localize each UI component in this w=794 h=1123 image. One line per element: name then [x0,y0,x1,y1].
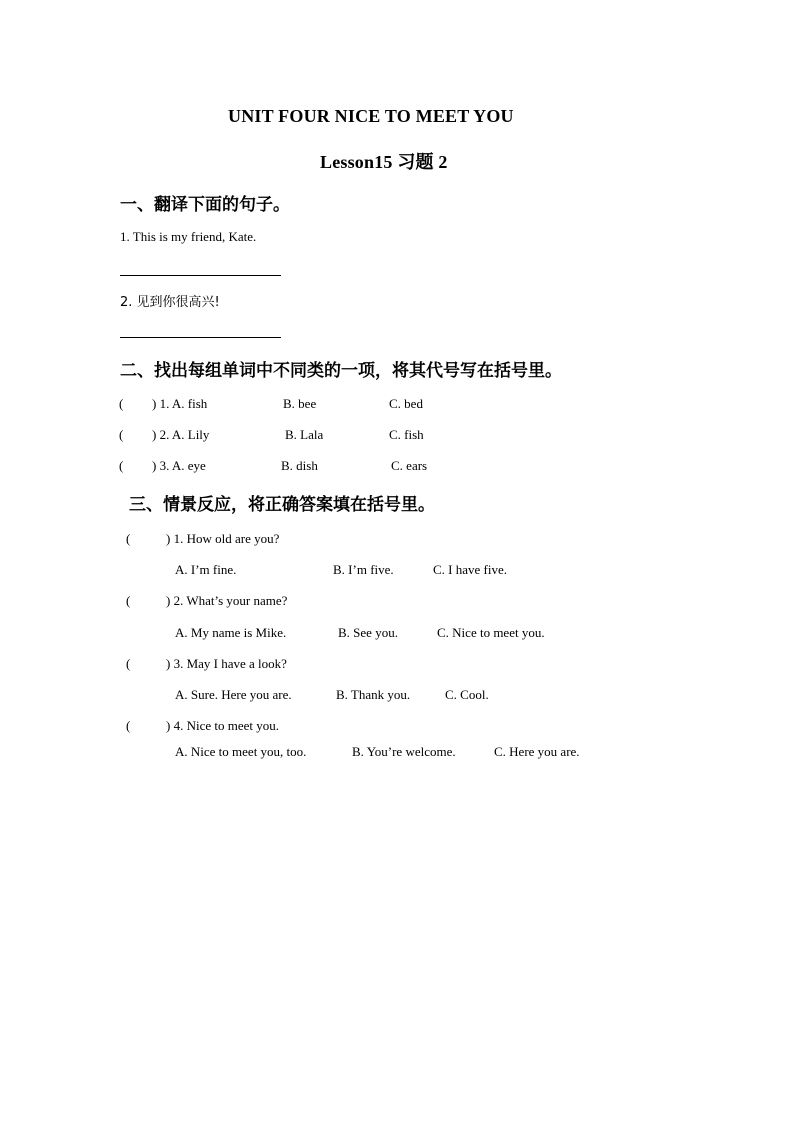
section-3-heading: 三、情景反应，将正确答案填在括号里。 [129,495,435,515]
dialog-2-option-a: A. My name is Mike. [175,625,287,640]
translate-item-1: 1. This is my friend, Kate. [120,229,257,244]
open-paren: ( [126,531,131,546]
dialog-question-2: ) 2. What’s your name? [166,593,288,608]
dialog-4-option-a: A. Nice to meet you, too. [175,744,307,759]
dialog-1-option-a: A. I’m fine. [175,562,237,577]
dialog-question-3: ) 3. May I have a look? [166,656,287,671]
dialog-question-4: ) 4. Nice to meet you. [166,718,279,733]
word-group-3-c: C. ears [391,458,428,473]
translate-item-2: 2. 见到你很高兴! [120,295,220,310]
dialog-1-option-c: C. I have five. [433,562,508,577]
lesson-subtitle: Lesson15 习题 2 [320,152,448,172]
dialog-1-option-b: B. I’m five. [333,562,394,577]
open-paren: ( [119,427,124,442]
dialog-3-option-b: B. Thank you. [336,687,411,702]
dialog-question-1: ) 1. How old are you? [166,531,280,546]
answer-line-1 [120,275,281,276]
word-group-1-c: C. bed [389,396,423,411]
open-paren: ( [126,718,131,733]
word-group-1: ) 1. A. fish [152,396,208,411]
open-paren: ( [119,396,124,411]
section-1-heading: 一、翻译下面的句子。 [120,195,290,215]
open-paren: ( [119,458,124,473]
word-group-2-c: C. fish [389,427,424,442]
dialog-4-option-c: C. Here you are. [494,744,580,759]
dialog-2-option-b: B. See you. [338,625,398,640]
section-2-heading: 二、找出每组单词中不同类的一项，将其代号写在括号里。 [120,361,562,381]
dialog-4-option-b: B. You’re welcome. [352,744,456,759]
page-title: UNIT FOUR NICE TO MEET YOU [228,106,514,126]
word-group-2-b: B. Lala [285,427,324,442]
word-group-3-b: B. dish [281,458,318,473]
word-group-3: ) 3. A. eye [152,458,206,473]
open-paren: ( [126,656,131,671]
open-paren: ( [126,593,131,608]
word-group-2: ) 2. A. Lily [152,427,210,442]
dialog-3-option-c: C. Cool. [445,687,489,702]
dialog-3-option-a: A. Sure. Here you are. [175,687,292,702]
answer-line-2 [120,337,281,338]
word-group-1-b: B. bee [283,396,317,411]
dialog-2-option-c: C. Nice to meet you. [437,625,545,640]
